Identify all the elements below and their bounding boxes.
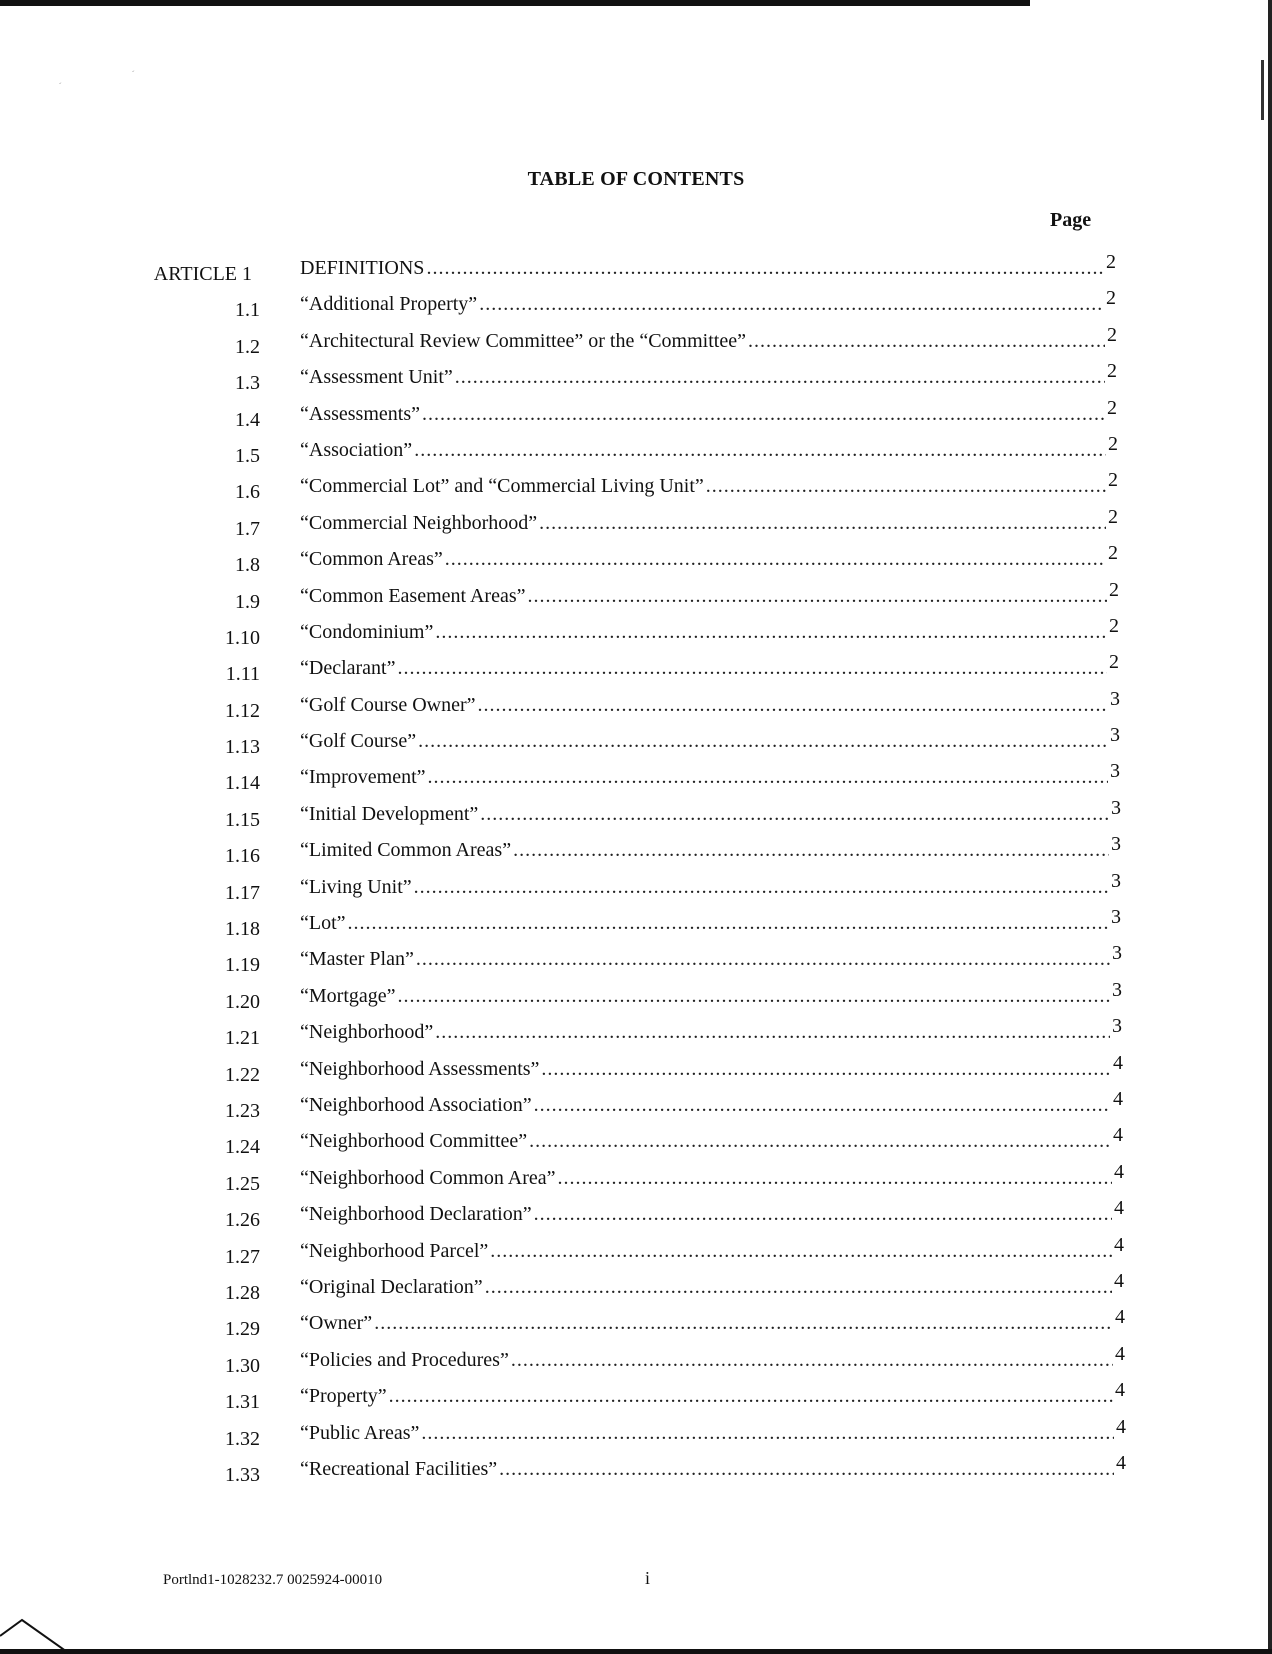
toc-entry[interactable] [0, 1233, 1272, 1275]
toc-entry-number: 1.10 [225, 626, 260, 649]
toc-entry-page: 4 [1114, 1197, 1124, 1220]
toc-entry-label: “Owner” [300, 1312, 373, 1335]
toc-entry[interactable] [0, 906, 1272, 947]
dot-leader [528, 584, 1108, 608]
toc-entry-page: 2 [1107, 396, 1117, 419]
toc-entry-line [300, 614, 1119, 644]
toc-entry-label: “Condominium” [300, 620, 434, 643]
toc-entry-line [300, 432, 1118, 462]
toc-entry-number: 1.19 [225, 954, 260, 977]
toc-entry[interactable] [0, 833, 1272, 874]
table-of-contents [0, 251, 1272, 1493]
toc-entry-number: 1.28 [225, 1281, 260, 1304]
toc-entry-line [300, 251, 1116, 280]
toc-entry-page: 2 [1109, 651, 1119, 674]
toc-entry-number: 1.18 [225, 918, 260, 941]
toc-entry-page: 2 [1107, 323, 1117, 346]
toc-entry-line [300, 578, 1119, 608]
dot-leader [398, 984, 1110, 1008]
toc-entry-label: “Common Easement Areas” [300, 584, 526, 607]
document-id: Portlnd1-1028232.7 0025924-00010 [163, 1572, 383, 1588]
toc-entry-label: “Declarant” [300, 657, 396, 680]
scan-edge-top [0, 0, 1030, 6]
dot-leader [348, 911, 1109, 935]
toc-entry-number: 1.4 [235, 408, 260, 431]
toc-entry-line [300, 1015, 1122, 1044]
toc-entry-line [300, 396, 1117, 426]
toc-entry-line [300, 1124, 1123, 1153]
toc-entry-number: 1.24 [225, 1136, 260, 1159]
toc-entry-number: 1.31 [225, 1391, 260, 1414]
toc-entry[interactable] [0, 1306, 1272, 1347]
page-title: TABLE OF CONTENTS [527, 168, 745, 190]
toc-entry[interactable] [0, 1124, 1272, 1165]
toc-entry-page: 4 [1114, 1269, 1124, 1292]
toc-entry-number: 1.20 [225, 990, 260, 1013]
toc-entry[interactable] [0, 614, 1272, 656]
toc-entry-page: 4 [1116, 1415, 1126, 1438]
dot-leader [397, 656, 1107, 680]
toc-entry-number: 1.3 [235, 372, 260, 395]
toc-entry-number: 1.8 [235, 554, 260, 577]
dot-leader [541, 1057, 1111, 1081]
toc-entry[interactable] [0, 251, 1272, 292]
toc-entry-label: “Golf Course” [300, 730, 417, 753]
toc-entry[interactable] [0, 432, 1272, 474]
toc-entry-label: “Assessment Unit” [300, 366, 453, 389]
toc-entry[interactable] [0, 1379, 1272, 1420]
dot-leader [428, 765, 1109, 789]
toc-entry[interactable] [0, 724, 1272, 765]
toc-entry[interactable] [0, 942, 1272, 983]
toc-entry[interactable] [0, 1160, 1272, 1202]
dot-leader [513, 838, 1109, 862]
toc-entry-number: 1.17 [225, 881, 260, 904]
page-column-header: Page [1050, 209, 1092, 231]
toc-entry[interactable] [0, 323, 1272, 365]
toc-entry-number: 1.25 [225, 1172, 260, 1195]
toc-entry-page: 4 [1113, 1051, 1123, 1074]
toc-entry-page: 4 [1115, 1379, 1125, 1402]
toc-entry-line [300, 1087, 1123, 1117]
toc-entry-page: 4 [1115, 1306, 1125, 1329]
dot-leader [478, 693, 1109, 717]
toc-entry-page: 2 [1109, 614, 1119, 637]
toc-entry-label: “Neighborhood Declaration” [300, 1203, 532, 1226]
toc-entry[interactable] [0, 651, 1272, 692]
toc-entry-label: “Common Areas” [300, 548, 443, 571]
toc-entry-page: 3 [1112, 1015, 1122, 1038]
toc-entry-page: 3 [1111, 833, 1121, 856]
toc-entry-line [300, 1051, 1123, 1081]
toc-entry-label: “Assessments” [300, 402, 420, 425]
toc-entry-label: “Neighborhood Association” [300, 1093, 532, 1116]
toc-entry-label: “Recreational Facilities” [300, 1457, 498, 1480]
toc-entry-line [300, 505, 1118, 535]
toc-entry[interactable] [0, 869, 1272, 911]
toc-entry[interactable] [0, 469, 1272, 510]
toc-entry-page: 3 [1111, 906, 1121, 929]
toc-entry-line [300, 833, 1121, 862]
toc-entry-number: 1.5 [235, 444, 260, 467]
toc-entry-number: 1.26 [225, 1209, 260, 1232]
toc-entry-page: 2 [1108, 505, 1118, 528]
toc-entry[interactable] [0, 1342, 1272, 1384]
toc-entry-label: “Policies and Procedures” [300, 1348, 509, 1371]
toc-entry-number: 1.6 [235, 481, 260, 504]
toc-entry-page: 3 [1110, 724, 1120, 747]
toc-entry-label: “Additional Property” [300, 293, 478, 316]
toc-entry-page: 3 [1111, 796, 1121, 819]
toc-entry[interactable] [0, 360, 1272, 401]
toc-entry-line [300, 1451, 1126, 1481]
toc-entry-page: 4 [1116, 1451, 1126, 1474]
dot-leader [416, 947, 1110, 971]
toc-entry[interactable] [0, 287, 1272, 328]
scan-mark-right [1261, 60, 1264, 120]
toc-entry-page: 2 [1108, 542, 1118, 565]
toc-entry-line [300, 323, 1117, 353]
toc-entry-label: “Master Plan” [300, 948, 414, 971]
toc-entry-line [300, 1197, 1124, 1226]
toc-entry-line [300, 906, 1121, 935]
toc-entry-number: 1.21 [225, 1027, 260, 1050]
toc-entry[interactable] [0, 396, 1272, 438]
dot-leader [706, 474, 1106, 498]
toc-entry-page: 4 [1114, 1160, 1124, 1183]
toc-entry[interactable] [0, 760, 1272, 801]
toc-entry[interactable] [0, 542, 1272, 583]
toc-entry-label: “Neighborhood Committee” [300, 1130, 528, 1153]
toc-entry[interactable] [0, 1197, 1272, 1238]
toc-entry[interactable] [0, 1087, 1272, 1129]
toc-entry[interactable] [0, 505, 1272, 547]
toc-entry-label: “Initial Development” [300, 802, 479, 825]
page-number: i [645, 1568, 651, 1588]
toc-entry-label: “Public Areas” [300, 1421, 420, 1444]
toc-entry-page: 2 [1108, 469, 1118, 492]
toc-entry-line [300, 1415, 1126, 1445]
toc-entry-page: 3 [1112, 942, 1122, 965]
toc-entry-line [300, 978, 1122, 1008]
toc-entry[interactable] [0, 1269, 1272, 1311]
toc-entry-number: 1.9 [235, 590, 260, 613]
toc-entry-label: “Neighborhood Parcel” [300, 1239, 489, 1262]
toc-entry-label: “Property” [300, 1385, 387, 1408]
toc-entry[interactable] [0, 1415, 1272, 1457]
toc-entry-number: 1.29 [225, 1318, 260, 1341]
toc-entry-label: “Original Declaration” [300, 1275, 483, 1298]
toc-entry-label: “Neighborhood” [300, 1021, 434, 1044]
toc-entry-label: “Commercial Lot” and “Commercial Living Unit” [300, 475, 704, 498]
toc-entry-label: “Neighborhood Common Area” [300, 1166, 556, 1189]
toc-entry-label: “Improvement” [300, 766, 426, 789]
dot-leader [748, 329, 1105, 353]
toc-entry-page: 3 [1111, 869, 1121, 892]
dot-leader [435, 620, 1107, 644]
dot-leader [455, 365, 1105, 389]
toc-entry-page: 2 [1108, 432, 1118, 455]
toc-entry[interactable] [0, 1015, 1272, 1056]
toc-entry-page: 2 [1109, 578, 1119, 601]
dot-leader [414, 875, 1109, 899]
toc-entry-label: “Golf Course Owner” [300, 693, 476, 716]
dot-leader [558, 1166, 1113, 1190]
toc-entry-page: 3 [1110, 687, 1120, 710]
toc-entry[interactable] [0, 1051, 1272, 1093]
toc-entry-number: 1.23 [225, 1099, 260, 1122]
toc-entry-page: 4 [1113, 1124, 1123, 1147]
toc-entry-label: “Limited Common Areas” [300, 839, 512, 862]
toc-entry-label: “Architectural Review Committee” or the “Committee” [300, 329, 746, 352]
toc-entry-label: “Neighborhood Assessments” [300, 1057, 540, 1080]
toc-entry-page: 2 [1106, 287, 1116, 310]
toc-entry-number: 1.32 [225, 1427, 260, 1450]
dot-leader [485, 1275, 1112, 1299]
dot-leader [499, 1457, 1114, 1481]
dot-leader [445, 547, 1106, 571]
toc-entry-line [300, 1379, 1125, 1408]
toc-entry-line [300, 942, 1122, 971]
toc-entry-number: 1.13 [225, 736, 260, 759]
toc-entry-label: “Commercial Neighborhood” [300, 511, 538, 534]
toc-entry-line [300, 651, 1119, 680]
toc-entry-line [300, 724, 1120, 753]
toc-entry-page: 2 [1106, 251, 1116, 273]
toc-entry-number: 1.12 [225, 699, 260, 722]
toc-entry-line [300, 869, 1121, 899]
dot-leader [479, 292, 1104, 316]
toc-entry-label: “Mortgage” [300, 984, 396, 1007]
dot-leader [534, 1093, 1111, 1117]
corner-fold-mark [0, 1604, 80, 1654]
dot-leader [511, 1348, 1113, 1372]
toc-entry-line [300, 469, 1118, 498]
toc-entry-number: 1.11 [225, 663, 260, 686]
toc-entry-page: 4 [1114, 1233, 1124, 1256]
dot-leader [534, 1202, 1112, 1226]
toc-entry-label: “Living Unit” [300, 875, 412, 898]
toc-entry[interactable] [0, 978, 1272, 1020]
toc-entry-line [300, 687, 1120, 717]
toc-entry-label: DEFINITIONS [300, 257, 425, 279]
toc-entry[interactable] [0, 796, 1272, 838]
toc-entry-line [300, 760, 1120, 789]
toc-entry-line [300, 1342, 1125, 1372]
dot-leader [389, 1384, 1113, 1408]
toc-entry[interactable] [0, 687, 1272, 729]
dot-leader [414, 438, 1106, 462]
toc-entry-number: 1.27 [225, 1245, 260, 1268]
toc-entry-line [300, 1306, 1125, 1335]
toc-entry[interactable] [0, 1451, 1272, 1493]
toc-entry[interactable] [0, 578, 1272, 620]
toc-entry-page: 3 [1110, 760, 1120, 783]
toc-entry-line [300, 542, 1118, 571]
toc-entry-line [300, 287, 1116, 316]
toc-entry-label: “Association” [300, 438, 413, 461]
toc-entry-page: 4 [1115, 1342, 1125, 1365]
dot-leader [422, 402, 1105, 426]
toc-entry-number: 1.33 [225, 1463, 260, 1486]
toc-entry-number: 1.15 [225, 808, 260, 831]
toc-entry-number: 1.7 [235, 517, 260, 540]
dot-leader [529, 1129, 1111, 1153]
dot-leader [435, 1020, 1110, 1044]
toc-entry-number: 1.16 [225, 845, 260, 868]
scan-edge-bottom [0, 1649, 1272, 1654]
dot-leader [418, 729, 1108, 753]
toc-entry-number: 1.14 [225, 772, 260, 795]
toc-entry-page: 4 [1113, 1087, 1123, 1110]
toc-entry-line [300, 1233, 1124, 1263]
toc-entry-page: 2 [1107, 360, 1117, 383]
toc-entry-number: 1.1 [235, 299, 260, 322]
toc-entry-label: “Lot” [300, 912, 346, 935]
dot-leader [480, 802, 1109, 826]
dot-leader [539, 511, 1106, 535]
dot-leader [426, 256, 1104, 280]
toc-entry-number: ARTICLE 1 [153, 263, 252, 285]
toc-entry-number: 1.30 [225, 1354, 260, 1377]
toc-entry-line [300, 796, 1121, 826]
toc-entry-number: 1.2 [235, 335, 260, 358]
dot-leader [374, 1311, 1113, 1335]
toc-entry-line [300, 360, 1117, 389]
toc-entry-page: 3 [1112, 978, 1122, 1001]
toc-entry-line [300, 1269, 1124, 1299]
dot-leader [490, 1239, 1112, 1263]
toc-entry-number: 1.22 [225, 1063, 260, 1086]
toc-entry-line [300, 1160, 1124, 1190]
dot-leader [421, 1421, 1114, 1445]
